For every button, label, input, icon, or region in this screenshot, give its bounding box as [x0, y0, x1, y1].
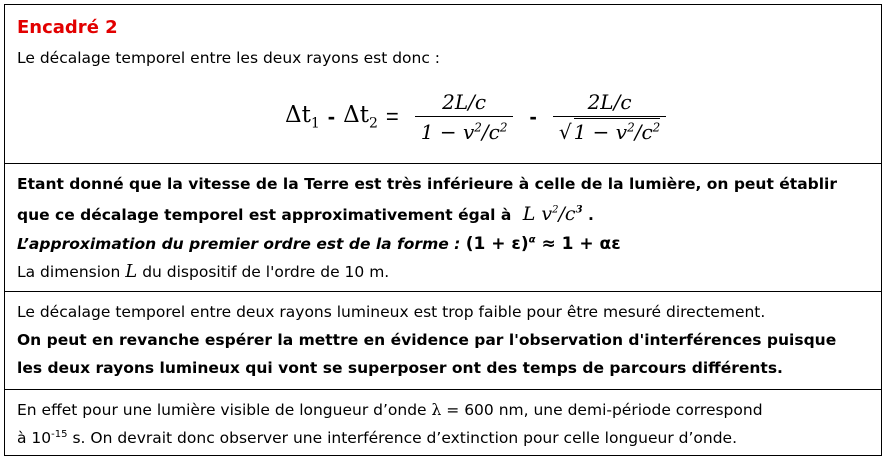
para1-line2 [17, 203, 594, 226]
eq-frac2-den-exp2: 2 [652, 120, 661, 135]
eq-frac1-den-exp: 2 [474, 120, 482, 135]
approx-formula-b: ≈ 1 + αε [541, 234, 621, 254]
approx-value-b: /c [558, 203, 576, 225]
para3-line1-b: = 600 nm, une demi-période correspond [446, 401, 763, 419]
para2-line3: les deux rayons lumineux qui vont se superposer ont des temps de parcours différents. [17, 359, 783, 377]
eq-fraction-1 [415, 90, 514, 144]
approx-value-formula [523, 203, 583, 225]
eq-frac1-den-a: 1 − v [420, 120, 475, 144]
eq-frac1-den-b: /c [481, 120, 500, 144]
intro-text: Le décalage temporel entre les deux rayons est donc : [17, 49, 441, 67]
eq-sqrt-symbol: √ [558, 120, 572, 144]
eq-delta-t2-sub: 2 [368, 115, 378, 132]
eq-fraction-1-numerator: 2L/c [442, 90, 487, 114]
approx-value-exp: 2 [552, 204, 559, 216]
lambda-symbol: λ [431, 401, 442, 419]
divider-2 [5, 291, 881, 292]
para2-line2: On peut en revanche espérer la mettre en évidence par l'observation d'interférences puisque [17, 331, 837, 349]
eq-frac2-den-a: 1 − v [573, 120, 628, 144]
eq-minus-2: - [529, 104, 537, 129]
dimension-line [17, 261, 389, 283]
eq-fraction-2-numerator: 2L/c [587, 90, 632, 114]
para3-line2-exp: -15 [51, 428, 68, 440]
eq-delta-t2-symbol: Δt [343, 102, 369, 129]
eq-fraction-2-denominator [553, 116, 666, 144]
divider-3 [5, 389, 881, 390]
eq-delta-t1-sub: 1 [310, 115, 320, 132]
para1-line1: Etant donné que la vitesse de la Terre est très inférieure à celle de la lumière, on peut établir [17, 175, 838, 193]
para2-line1: Le décalage temporel entre deux rayons lumineux est trop faible pour être mesuré directement. [17, 303, 766, 321]
approximation-text: L’approximation du premier ordre est de la forme : [17, 235, 461, 253]
dimension-symbol-L: L [125, 261, 138, 282]
approx-value-a: L v [522, 203, 553, 225]
divider-1 [5, 163, 881, 164]
approximation-line [17, 233, 621, 255]
eq-frac2-den-exp: 2 [627, 120, 635, 135]
approx-formula-a: (1 + ε) [465, 234, 529, 254]
eq-frac2-den-b: /c [634, 120, 653, 144]
para3-line1 [17, 399, 763, 421]
eq-fraction-1-denominator [415, 116, 514, 144]
approximation-formula [466, 234, 621, 254]
eq-frac1-den-exp2: 2 [499, 120, 508, 135]
dimension-text-b: du dispositif de l'ordre de 10 m. [142, 263, 390, 281]
para3-line1-a: En effet pour une lumière visible de longueur d’onde [17, 401, 427, 419]
approx-value-exp2: 3 [575, 204, 583, 216]
para1-line2-text: que ce décalage temporel est approximativement égal à [17, 206, 512, 224]
approx-formula-exp: α [528, 234, 536, 246]
eq-sqrt-radicand [574, 118, 661, 144]
box-title: Encadré 2 [17, 17, 118, 38]
eq-delta-t1 [285, 102, 320, 132]
eq-fraction-2 [553, 90, 666, 144]
para3-line2 [17, 427, 737, 449]
time-difference-equation [285, 87, 674, 147]
para1-line2-end: . [587, 206, 594, 224]
para3-line2-b: s. On devrait donc observer une interférence d’extinction pour celle longueur d’onde. [72, 429, 737, 447]
eq-delta-t1-symbol: Δt [285, 102, 311, 129]
eq-delta-t2 [343, 102, 378, 132]
eq-minus-1: - [327, 104, 336, 129]
para3-line2-a: à 10 [17, 429, 52, 447]
dimension-text-a: La dimension [17, 263, 121, 281]
eq-equals: = [385, 104, 399, 129]
encadre-box [4, 4, 882, 456]
